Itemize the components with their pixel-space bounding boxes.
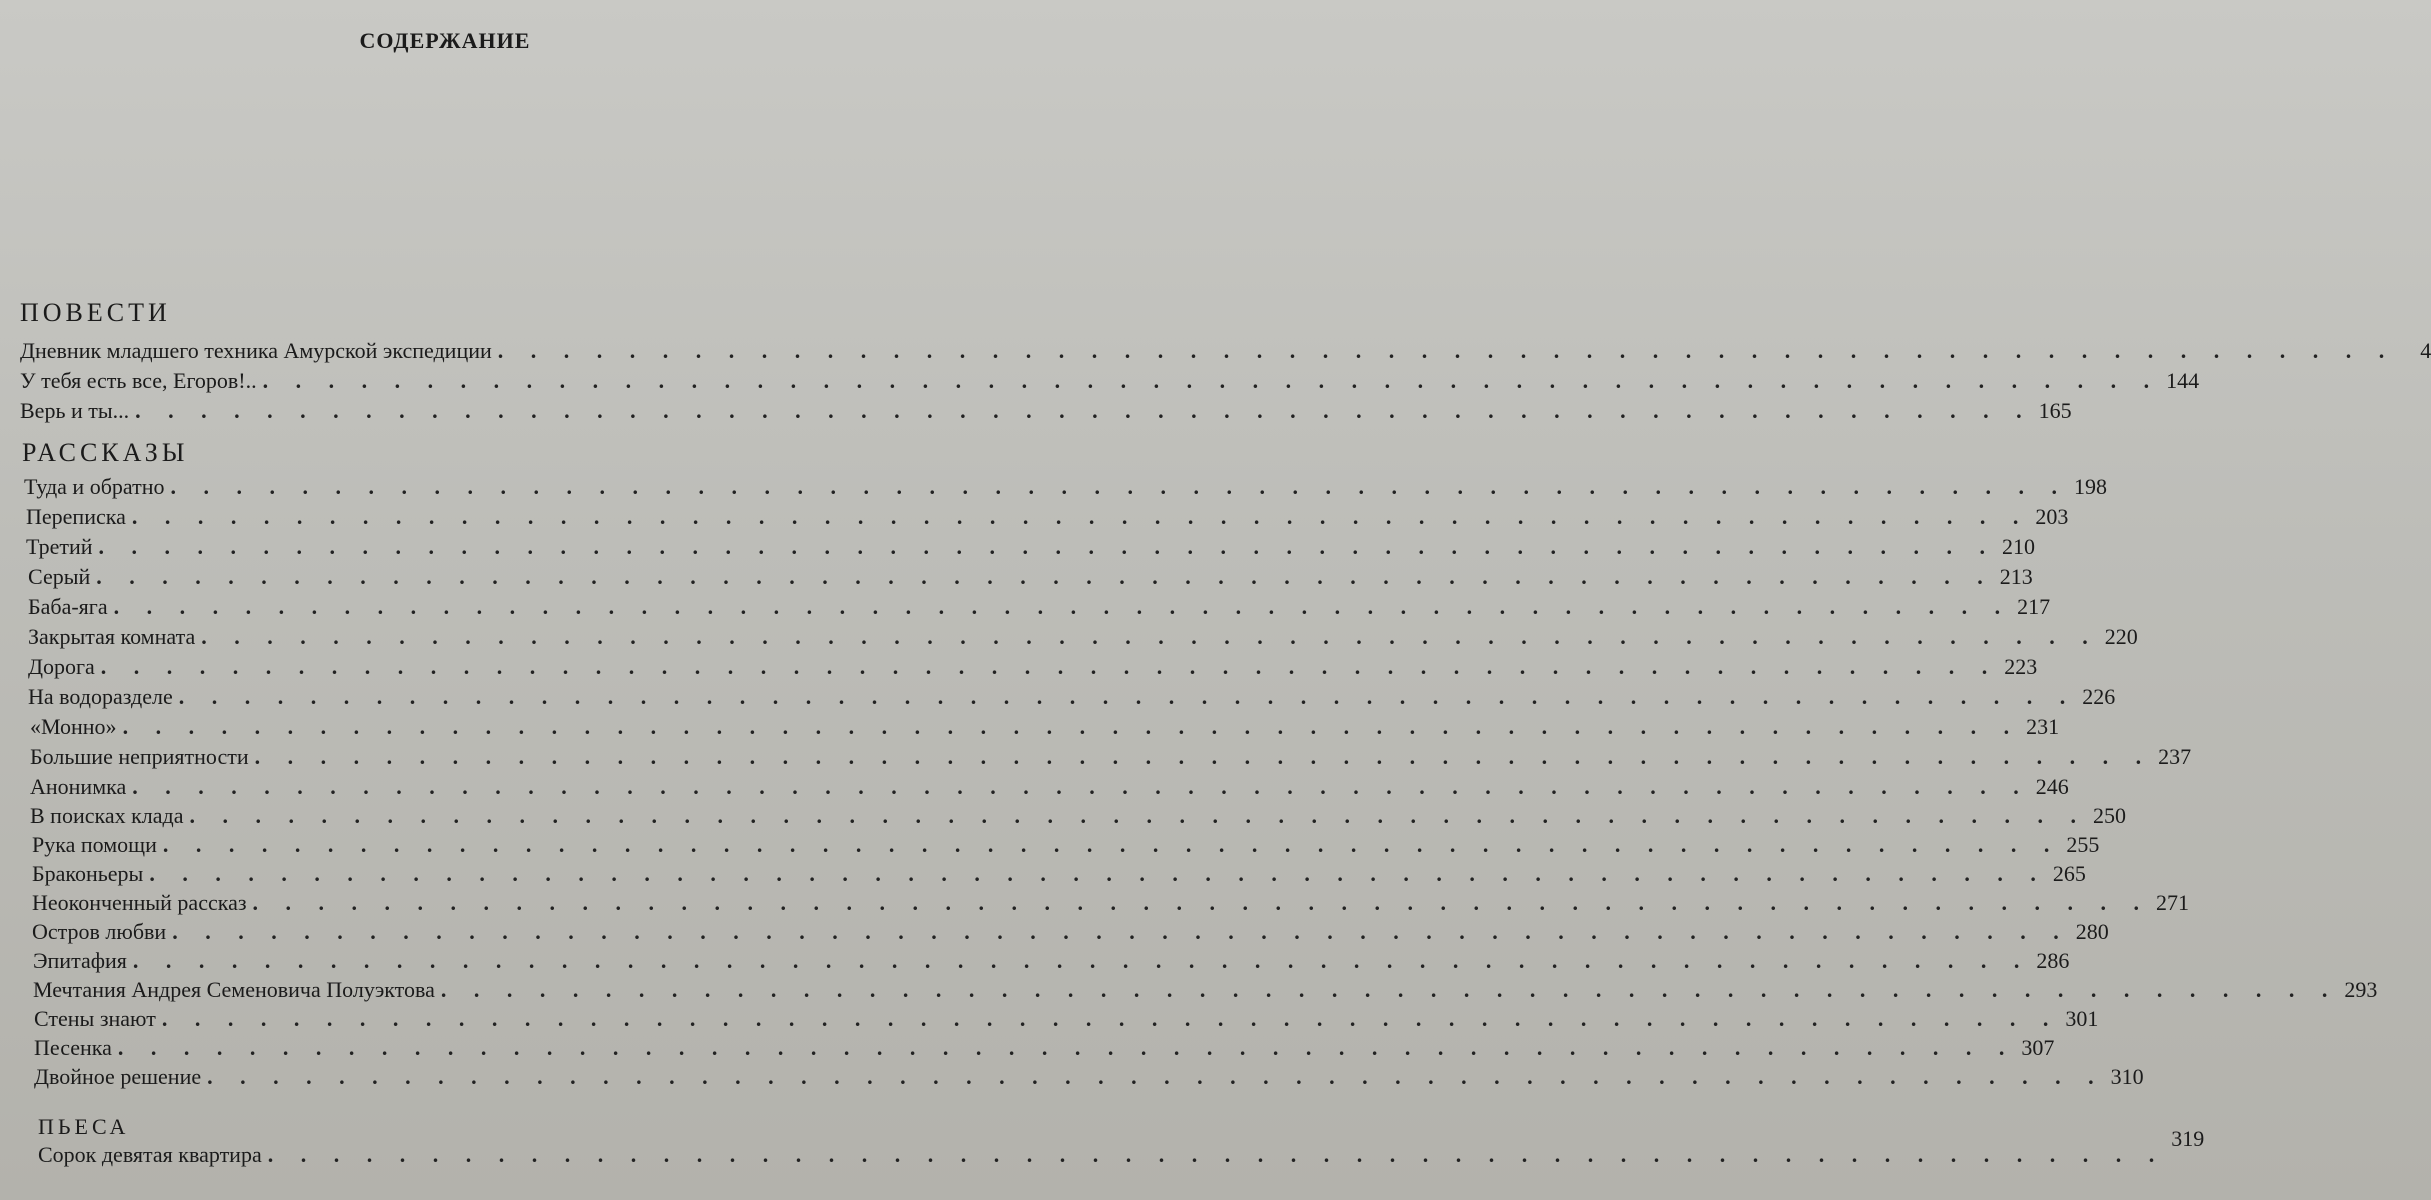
toc-entry[interactable] (32, 917, 2109, 947)
toc-entry-page: 301 (2065, 1006, 2099, 1031)
section-heading: ПЬЕСА (38, 1114, 130, 1139)
toc-entry-title: Рука помощи (32, 832, 157, 857)
toc-entry[interactable] (28, 652, 2038, 682)
toc-entry-title: На водоразделе (28, 684, 173, 709)
toc-entry-title: Мечтания Андрея Семеновича Полуэктова (33, 977, 435, 1002)
leader-dots: . . . . . . . . . . . . . . . . . . . . . . . . . . . . . . . . . . . . . . . . . . . . . . . . . . . . . . . . . . (262, 368, 2161, 393)
toc-entry[interactable] (32, 830, 2100, 860)
leader-dots: . . . . . . . . . . . . . . . . . . . . . . . . . . . . . . . . . . . . . . . . . . . . . . . . . . . . . . . . . . (132, 774, 2030, 799)
toc-entry-title: Сорок девятая квартира (38, 1142, 262, 1167)
toc-entry-title: Третий (26, 534, 93, 559)
toc-entry-page: 265 (2052, 861, 2086, 886)
leader-dots: . . . . . . . . . . . . . . . . . . . . . . . . . . . . . . . . . . . . . . . . . . . . . . . . . . . . . . . . . . (497, 338, 2396, 363)
leader-dots: . . . . . . . . . . . . . . . . . . . . . . . . . . . . . . . . . . . . . . . . . . . . . . . . . . . . . . . . . . (122, 714, 2021, 739)
section-heading: РАССКАЗЫ (22, 438, 189, 467)
leader-dots: . . . . . . . . . . . . . . . . . . . . . . . . . . . . . . . . . . . . . . . . . . . . . . . . . . . . . . . . . . (267, 1142, 2166, 1167)
leader-dots: . . . . . . . . . . . . . . . . . . . . . . . . . . . . . . . . . . . . . . . . . . . . . . . . . . . . . . . . . . (440, 977, 2339, 1002)
toc-entry-title: Переписка (26, 504, 126, 529)
toc-entry-page: 310 (2110, 1064, 2144, 1089)
toc-entry-title: Неоконченный рассказ (32, 890, 247, 915)
toc-entry-page: 255 (2066, 832, 2100, 857)
leader-dots: . . . . . . . . . . . . . . . . . . . . . . . . . . . . . . . . . . . . . . . . . . . . . . . . . . . . . . . . . . (98, 534, 1997, 559)
toc-entry-page: 319 (2171, 1126, 2205, 1151)
toc-entry-title: Двойное решение (34, 1064, 202, 1089)
leader-dots: . . . . . . . . . . . . . . . . . . . . . . . . . . . . . . . . . . . . . . . . . . . . . . . . . . . . . . . . . . (96, 564, 1994, 589)
toc-entry-title: Дорога (28, 654, 95, 679)
toc-entry-page: 144 (2166, 368, 2200, 393)
page-title: СОДЕРЖАНИЕ (359, 28, 531, 53)
toc-entry-title: Эпитафия (33, 948, 127, 973)
toc-entry[interactable] (34, 1062, 2144, 1092)
toc-entry-page: 203 (2035, 504, 2069, 529)
toc-entry[interactable] (30, 712, 2060, 742)
toc-entry-page: 250 (2093, 803, 2126, 828)
toc-entry[interactable] (26, 502, 2069, 532)
toc-entry[interactable] (20, 396, 2072, 426)
toc-entry[interactable] (30, 772, 2069, 802)
toc-entry[interactable] (33, 975, 2378, 1005)
toc-entry-page: 213 (1999, 564, 2033, 589)
toc-entry[interactable] (30, 801, 2126, 831)
toc-entry-page: 231 (2026, 714, 2060, 739)
toc-entry-title: Серый (28, 564, 91, 589)
toc-entry-title: Стены знают (34, 1006, 156, 1031)
toc-entry[interactable] (24, 472, 2107, 502)
leader-dots: . . . . . . . . . . . . . . . . . . . . . . . . . . . . . . . . . . . . . . . . . . . . . . . . . . . . . . . . . . (172, 919, 2070, 944)
toc-entry-title: Баба-яга (28, 594, 108, 619)
toc-entry[interactable] (26, 532, 2036, 562)
toc-entry[interactable] (33, 946, 2070, 976)
leader-dots: . . . . . . . . . . . . . . . . . . . . . . . . . . . . . . . . . . . . . . . . . . . . . . . . . . . . . . . . . . (207, 1064, 2105, 1089)
toc-entry[interactable] (28, 562, 2033, 592)
leader-dots: . . . . . . . . . . . . . . . . . . . . . . . . . . . . . . . . . . . . . . . . . . . . . . . . . . . . . . . . . . (178, 684, 2077, 709)
toc-entry-title: Верь и ты... (20, 398, 130, 423)
leader-dots: . . . . . . . . . . . . . . . . . . . . . . . . . . . . . . . . . . . . . . . . . . . . . . . . . . . . . . . . . . (170, 474, 2068, 499)
toc-entry-page: 246 (2035, 774, 2069, 799)
toc-entry-page: 293 (2344, 977, 2378, 1002)
leader-dots: . . . . . . . . . . . . . . . . . . . . . . . . . . . . . . . . . . . . . . . . . . . . . . . . . . . . . . . . . . (252, 890, 2151, 915)
toc-entry-page: 271 (2156, 890, 2190, 915)
leader-dots: . . . . . . . . . . . . . . . . . . . . . . . . . . . . . . . . . . . . . . . . . . . . . . . . . . . . . . . . . . (113, 594, 2012, 619)
toc-entry-page: 223 (2004, 654, 2038, 679)
toc-entry-title: Туда и обратно (24, 474, 165, 499)
toc-entry-title: Песенка (34, 1035, 112, 1060)
toc-entry-title: «Монно» (30, 714, 117, 739)
toc-entry-page: 280 (2075, 919, 2109, 944)
toc-entry-title: Закрытая комната (28, 624, 196, 649)
leader-dots: . . . . . . . . . . . . . . . . . . . . . . . . . . . . . . . . . . . . . . . . . . . . . . . . . . . . . . . . . . (132, 948, 2031, 973)
toc-entry-page: 165 (2038, 398, 2072, 423)
toc-entry[interactable] (32, 859, 2086, 889)
leader-dots: . . . . . . . . . . . . . . . . . . . . . . . . . . . . . . . . . . . . . . . . . . . . . . . . . . . . . . . . . . (149, 861, 2047, 886)
toc-entry-page: 286 (2036, 948, 2070, 973)
toc-entry[interactable] (20, 336, 2431, 366)
toc-entry-page: 220 (2104, 624, 2138, 649)
toc-entry-title: Анонимка (30, 774, 127, 799)
leader-dots: . . . . . . . . . . . . . . . . . . . . . . . . . . . . . . . . . . . . . . . . . . . . . . . . . . . . . . . . . . (162, 832, 2061, 857)
toc-entry-title: У тебя есть все, Егоров!.. (20, 368, 257, 393)
toc-entry[interactable] (28, 622, 2138, 652)
section-heading: ПОВЕСТИ (20, 298, 171, 327)
toc-entry-page: 237 (2158, 744, 2192, 769)
toc-entry-page: 4 (2420, 338, 2431, 363)
toc-entry-title: Дневник младшего техника Амурской экспедиции (20, 338, 492, 363)
leader-dots: . . . . . . . . . . . . . . . . . . . . . . . . . . . . . . . . . . . . . . . . . . . . . . . . . . . . . . . . . . (135, 398, 2033, 423)
toc-entry-page: 307 (2021, 1035, 2055, 1060)
leader-dots: . . . . . . . . . . . . . . . . . . . . . . . . . . . . . . . . . . . . . . . . . . . . . . . . . . . . . . . . . . (201, 624, 2099, 649)
leader-dots: . . . . . . . . . . . . . . . . . . . . . . . . . . . . . . . . . . . . . . . . . . . . . . . . . . . . . . . . . . (100, 654, 1999, 679)
toc-entry-title: Большие неприятности (30, 744, 249, 769)
leader-dots: . . . . . . . . . . . . . . . . . . . . . . . . . . . . . . . . . . . . . . . . . . . . . . . . . . . . . . . . . . (161, 1006, 2060, 1031)
toc-entry-title: В поисках клада (30, 803, 184, 828)
toc-entry[interactable] (34, 1033, 2055, 1063)
toc-entry-title: Браконьеры (32, 861, 144, 886)
toc-entry[interactable] (28, 682, 2116, 712)
toc-entry[interactable] (34, 1004, 2099, 1034)
toc-entry-page: 217 (2017, 594, 2051, 619)
leader-dots: . . . . . . . . . . . . . . . . . . . . . . . . . . . . . . . . . . . . . . . . . . . . . . . . . . . . . . . . . . (189, 803, 2087, 828)
toc-entry[interactable] (30, 742, 2192, 772)
toc-entry-page: 198 (2073, 474, 2107, 499)
leader-dots: . . . . . . . . . . . . . . . . . . . . . . . . . . . . . . . . . . . . . . . . . . . . . . . . . . . . . . . . . . (254, 744, 2153, 769)
leader-dots: . . . . . . . . . . . . . . . . . . . . . . . . . . . . . . . . . . . . . . . . . . . . . . . . . . . . . . . . . . (131, 504, 2030, 529)
leader-dots: . . . . . . . . . . . . . . . . . . . . . . . . . . . . . . . . . . . . . . . . . . . . . . . . . . . . . . . . . . (117, 1035, 2016, 1060)
toc-entry[interactable] (20, 366, 2200, 396)
toc-entry[interactable] (32, 888, 2190, 918)
toc-entry-title: Остров любви (32, 919, 167, 944)
toc-entry-page: 210 (2002, 534, 2036, 559)
toc-entry-page: 226 (2082, 684, 2116, 709)
toc-entry[interactable] (28, 592, 2051, 622)
